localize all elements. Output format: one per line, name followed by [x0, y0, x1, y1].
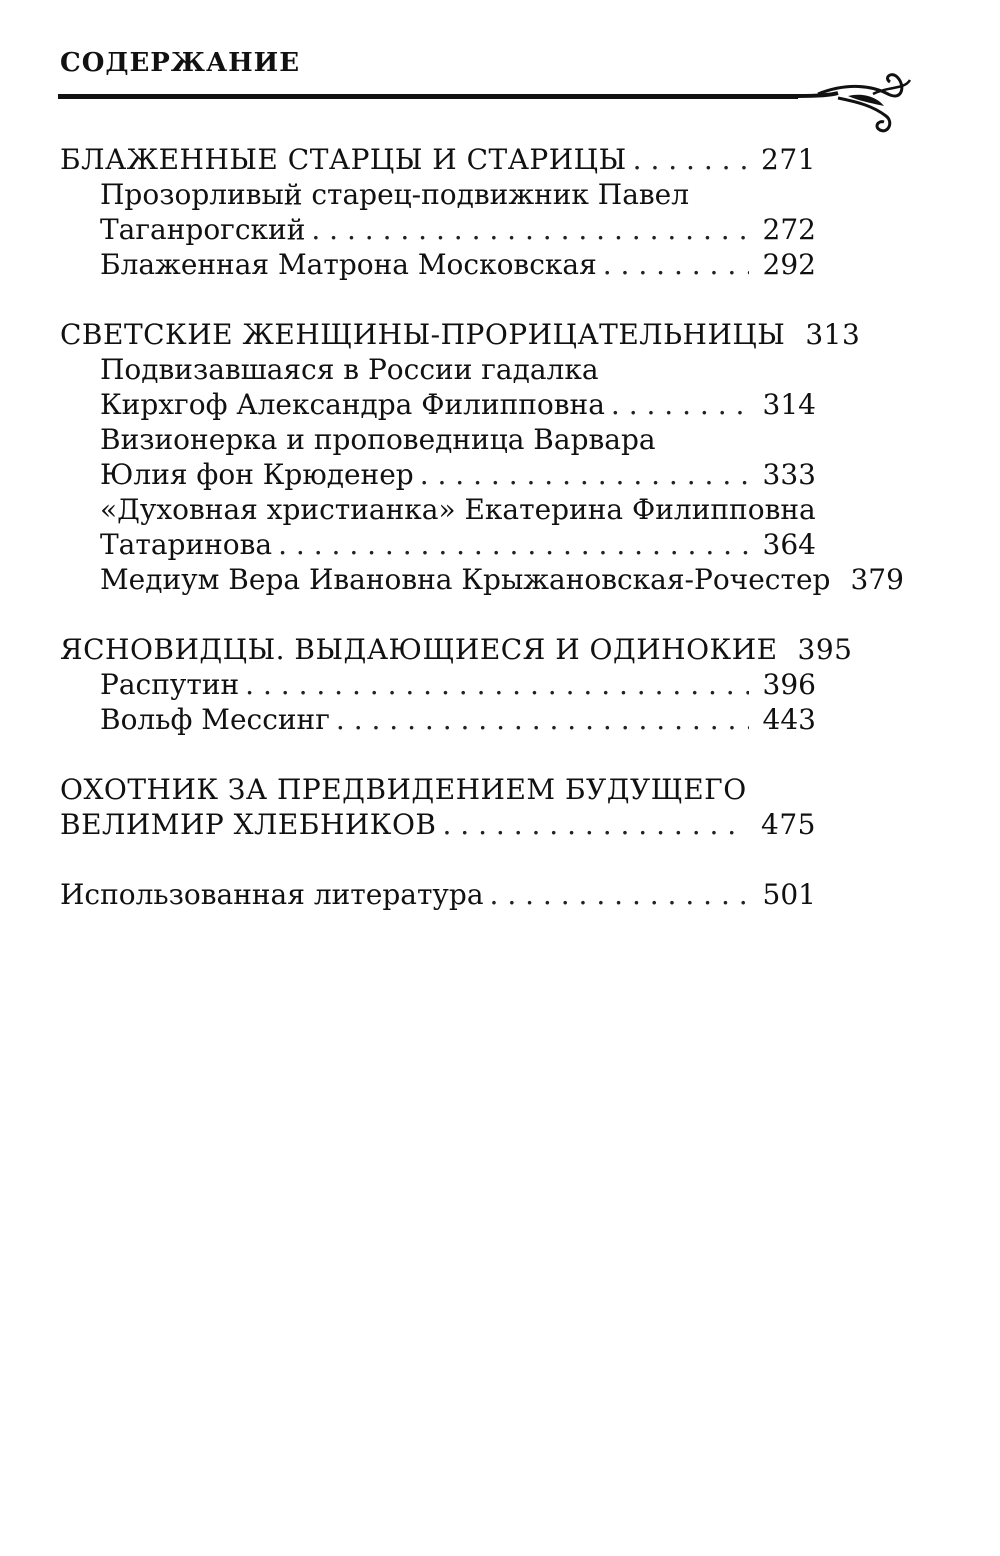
page-number: 313 [805, 318, 861, 351]
toc-entry-line1[interactable]: «Духовная христианка» Екатерина Филипповна [100, 493, 816, 526]
page-number: 395 [797, 633, 853, 666]
toc-entry[interactable]: Юлия фон Крюденер . . . 333 [60, 457, 816, 492]
toc-entry[interactable]: Блаженная Матрона Московская . . . 292 [60, 247, 816, 282]
dot-leader [336, 702, 749, 737]
toc-entry[interactable]: БЛАЖЕННЫЕ СТАРЦЫ И СТАРИЦЫ . . . 271 [60, 142, 816, 177]
page-number: 475 [761, 808, 816, 841]
dot-leader [633, 142, 747, 177]
page-number: 379 [850, 563, 904, 596]
toc-section [60, 772, 816, 842]
toc-entry[interactable]: Распутин . . . 396 [60, 667, 816, 702]
page-number: 501 [762, 878, 816, 911]
toc-entry-line1[interactable]: Визионерка и проповедница Варвара [100, 423, 656, 456]
toc-entry[interactable]: Вольф Мессинг . . . 443 [60, 702, 816, 737]
dot-leader [442, 807, 747, 842]
page-number: 272 [762, 213, 816, 246]
scroll-flourish-icon [58, 72, 918, 142]
toc-entry[interactable]: ЯСНОВИДЦЫ. ВЫДАЮЩИЕСЯ И ОДИНОКИЕ 395 [60, 633, 853, 666]
toc-entry[interactable]: Татаринова . . . 364 [60, 527, 816, 562]
toc-entry-line1[interactable]: Подвизавшаяся в России гадалка [100, 353, 599, 386]
toc-entry[interactable]: Медиум Вера Ивановна Крыжановская-Рочестер 379 [100, 563, 904, 596]
dot-leader [311, 212, 748, 247]
table-of-contents [60, 142, 904, 947]
page-number: 314 [762, 388, 816, 421]
page-title: СОДЕРЖАНИЕ [60, 48, 301, 78]
page-number: 364 [762, 528, 816, 561]
page-number: 292 [762, 248, 816, 281]
page-number: 396 [762, 668, 816, 701]
page-number: 443 [762, 703, 816, 736]
dot-leader [611, 387, 749, 422]
toc-entry[interactable]: Использованная литература . . . 501 [60, 877, 816, 912]
header-divider-line [58, 93, 838, 96]
dot-leader [603, 247, 749, 282]
dot-leader [490, 877, 749, 912]
toc-section [60, 142, 816, 282]
toc-entry-line1[interactable]: Прозорливый старец-подвижник Павел [100, 178, 690, 211]
toc-entry[interactable]: Таганрогский . . . 272 [60, 212, 816, 247]
toc-entry[interactable]: ВЕЛИМИР ХЛЕБНИКОВ . . . 475 [60, 807, 816, 842]
toc-entry[interactable]: СВЕТСКИЕ ЖЕНЩИНЫ-ПРОРИЦАТЕЛЬНИЦЫ 313 [60, 318, 861, 351]
toc-entry[interactable]: Кирхгоф Александра Филипповна . . . 314 [60, 387, 816, 422]
page-number: 271 [761, 143, 816, 176]
dot-leader [245, 667, 748, 702]
page-number: 333 [762, 458, 816, 491]
toc-section-bibliography [60, 877, 816, 912]
toc-section [60, 317, 904, 597]
toc-section [60, 632, 853, 737]
toc-entry-line1[interactable]: ОХОТНИК ЗА ПРЕДВИДЕНИЕМ БУДУЩЕГО [60, 773, 747, 806]
dot-leader [278, 527, 748, 562]
dot-leader [420, 457, 749, 492]
